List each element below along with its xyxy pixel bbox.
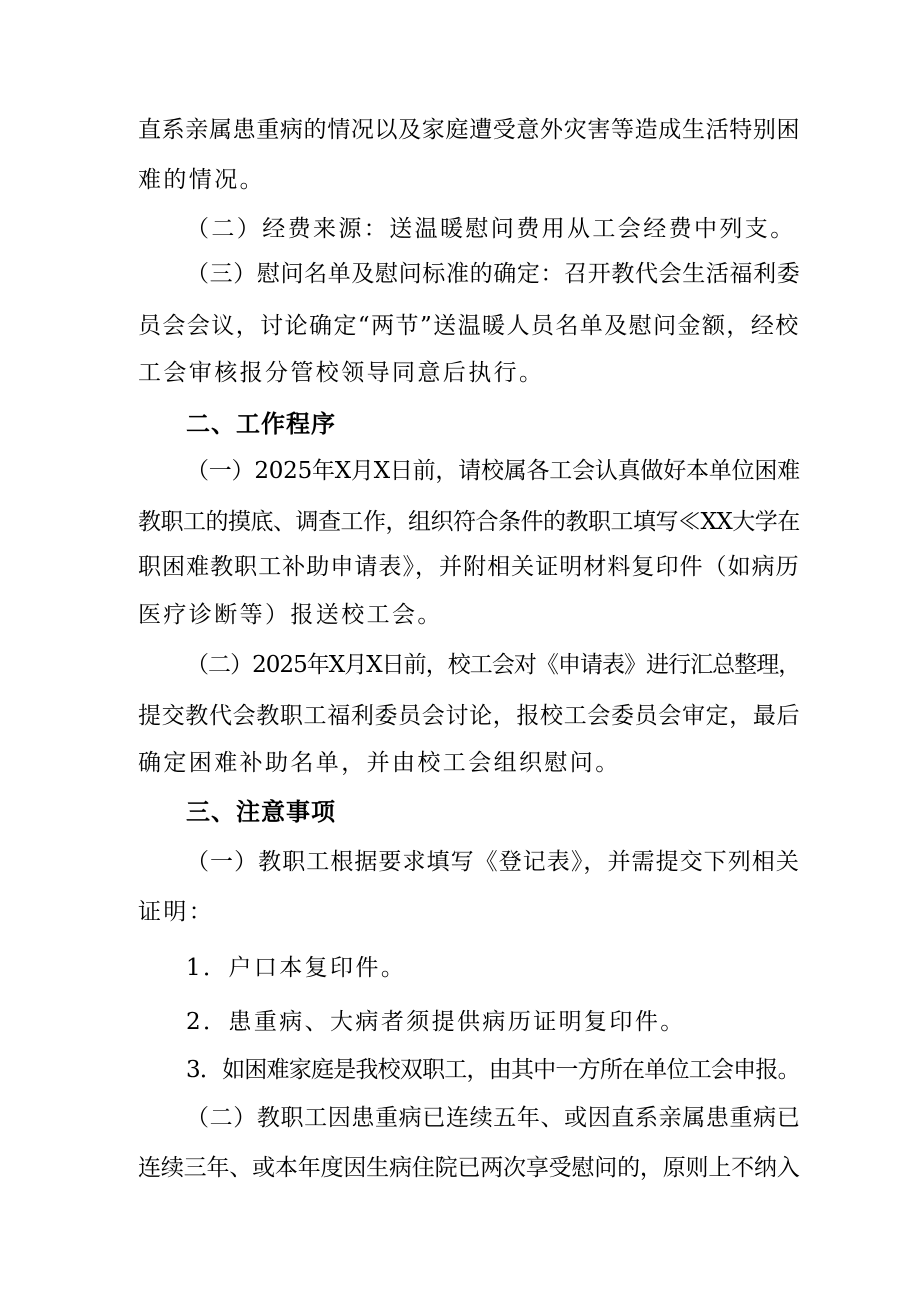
paragraph-line: （二）2025年X月X日前，校工会对《申请表》进行汇总整理，: [186, 652, 801, 678]
section-heading: 二、工作程序: [186, 410, 336, 438]
paragraph-line: （三）慰问名单及慰问标准的确定：召开教代会生活福利委: [186, 261, 801, 287]
paragraph-line: 连续三年、或本年度因生病住院已两次享受慰问的，原则上不纳入: [138, 1155, 800, 1181]
paragraph-line: 医疗诊断等）报送校工会。: [138, 602, 443, 628]
paragraph-line: 工会审核报分管校领导同意后执行。: [138, 360, 545, 386]
paragraph-line: 确定困难补助名单，并由校工会组织慰问。: [138, 750, 621, 776]
list-item: 1．户口本复印件。: [186, 955, 407, 981]
paragraph-line: （一）2025年X月X日前，请校属各工会认真做好本单位困难: [186, 458, 800, 484]
paragraph-line: （二）经费来源：送温暖慰问费用从工会经费中列支。: [186, 216, 796, 242]
paragraph-line: 难的情况。: [138, 167, 265, 193]
section-heading: 三、注意事项: [186, 798, 336, 826]
paragraph-line: 职困难教职工补助申请表》，并附相关证明材料复印件（如病历: [138, 554, 800, 580]
paragraph-line: 提交教代会教职工福利委员会讨论，报校工会委员会审定，最后: [138, 703, 801, 729]
paragraph-line: （一）教职工根据要求填写《登记表》，并需提交下列相关: [186, 849, 800, 875]
paragraph-line: 教职工的摸底、调查工作，组织符合条件的教职工填写≪XX大学在: [138, 509, 800, 535]
paragraph-line: 员会会议，讨论确定“两节”送温暖人员名单及慰问金额，经校: [138, 313, 800, 339]
paragraph-line: 直系亲属患重病的情况以及家庭遭受意外灾害等造成生活特别困: [138, 117, 801, 143]
paragraph-line: 证明：: [138, 899, 215, 925]
list-item: 2．患重病、大病者须提供病历证明复印件。: [186, 1009, 686, 1035]
paragraph-line: （二）教职工因患重病已连续五年、或因直系亲属患重病已: [186, 1105, 801, 1131]
list-item: 3．如困难家庭是我校双职工，由其中一方所在单位工会申报。: [186, 1057, 800, 1083]
